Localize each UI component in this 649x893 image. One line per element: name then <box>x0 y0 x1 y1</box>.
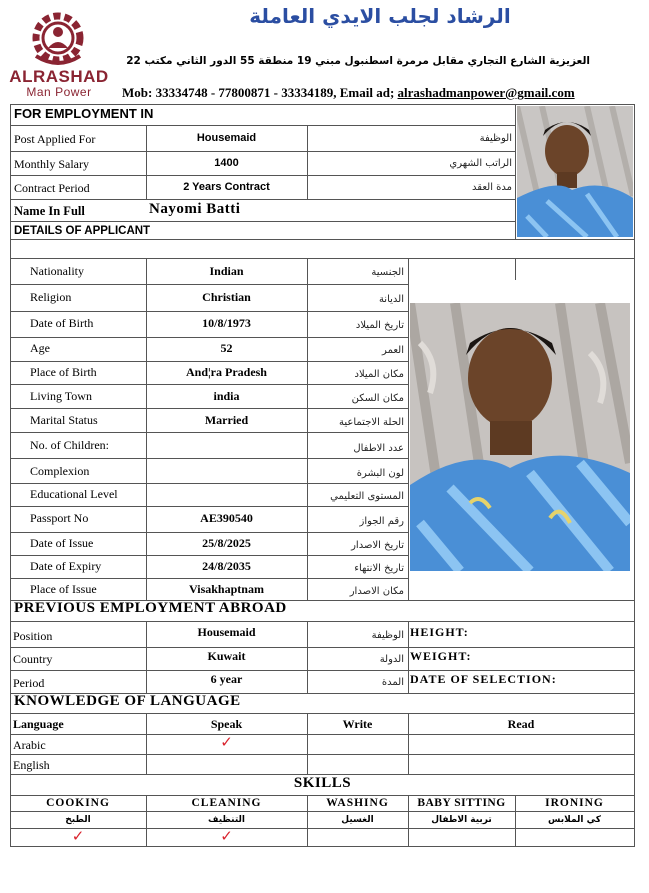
living-town-value: india <box>213 389 240 403</box>
nationality-label: Nationality <box>30 264 84 278</box>
post-applied-value: Housemaid <box>196 132 257 144</box>
skills-section-title: SKILLS <box>293 775 352 791</box>
monthly-salary-arabic: الراتب الشهري <box>449 158 512 169</box>
complexion-arabic: لون البشرة <box>356 468 404 479</box>
place-of-issue-label: Place of Issue <box>30 582 97 596</box>
dob-label: Date of Birth <box>30 316 94 330</box>
children-label: No. of Children: <box>30 438 109 452</box>
applicant-photo-large <box>410 303 630 571</box>
prev-position-label: Position <box>13 629 53 643</box>
date-of-expiry-label: Date of Expiry <box>30 559 102 573</box>
prev-period-label: Period <box>13 676 45 690</box>
logo-name: ALRASHAD <box>9 67 109 86</box>
place-of-issue-value: Visakhaptnam <box>189 582 264 596</box>
skill-cooking-check: ✓ <box>71 827 85 845</box>
place-of-birth-arabic: مكان الميلاد <box>354 369 404 380</box>
skill-ironing: IRONING <box>545 797 604 809</box>
nationality-value: Indian <box>209 264 244 278</box>
agency-title-arabic: الرشاد لجلب الايدي العاملة <box>249 4 511 28</box>
age-arabic: العمر <box>382 345 404 356</box>
skill-baby-sitting: BABY SITTING <box>417 797 506 809</box>
prev-period-arabic: المدة <box>381 677 404 688</box>
skill-cooking: COOKING <box>46 797 110 809</box>
language-header: Language <box>13 717 64 731</box>
skill-cleaning: CLEANING <box>191 797 262 809</box>
prev-position-value: Housemaid <box>197 625 256 639</box>
language-english-label: English <box>13 758 50 772</box>
post-applied-label: Post Applied For <box>14 132 96 146</box>
read-header: Read <box>507 717 535 731</box>
contract-period-label: Contract Period <box>14 181 90 195</box>
dob-arabic: تاريخ الميلاد <box>355 320 404 331</box>
living-town-label: Living Town <box>30 389 92 403</box>
age-label: Age <box>30 341 50 355</box>
weight-label: WEIGHT: <box>410 649 472 663</box>
children-arabic: عدد الاطفال <box>353 443 404 454</box>
date-of-issue-label: Date of Issue <box>30 536 94 550</box>
prev-country-arabic: الدولة <box>379 654 404 665</box>
applicant-photo-small <box>517 106 633 237</box>
speak-header: Speak <box>210 717 243 731</box>
skill-washing-arabic: الغسيل <box>341 815 374 825</box>
monthly-salary-label: Monthly Salary <box>14 157 89 171</box>
date-of-expiry-arabic: تاريخ الانتهاء <box>354 563 404 574</box>
skill-baby-sitting-arabic: تربية الاطفال <box>431 815 492 825</box>
prev-position-arabic: الوظيفة <box>371 630 404 641</box>
language-section-title: KNOWLEDGE OF LANGUAGE <box>14 693 241 709</box>
date-of-issue-arabic: تاريخ الاصدار <box>351 540 404 551</box>
place-of-birth-value: And¦ra Pradesh <box>186 365 267 379</box>
prev-country-label: Country <box>13 652 53 666</box>
religion-value: Christian <box>202 290 251 304</box>
marital-status-label: Marital Status <box>30 413 98 427</box>
marital-status-value: Married <box>204 413 249 427</box>
previous-employment-title: PREVIOUS EMPLOYMENT ABROAD <box>14 600 287 616</box>
passport-no-label: Passport No <box>30 511 89 525</box>
religion-label: Religion <box>30 290 72 304</box>
contact-email-link[interactable]: alrashadmanpower@gmail.com <box>397 85 575 100</box>
nationality-arabic: الجنسية <box>371 267 404 278</box>
employment-section-title: FOR EMPLOYMENT IN <box>14 106 154 121</box>
living-town-arabic: مكان السكن <box>351 393 404 404</box>
contract-period-value: 2 Years Contract <box>183 181 270 193</box>
contract-period-arabic: مدة العقد <box>472 182 512 193</box>
arabic-speak-check: ✓ <box>220 733 233 751</box>
contact-line <box>122 85 642 101</box>
place-of-issue-arabic: مكان الاصدار <box>349 586 404 597</box>
full-name-value: Nayomi Batti <box>149 201 241 217</box>
skill-cooking-arabic: الطبخ <box>65 815 91 825</box>
write-header: Write <box>342 717 373 731</box>
contact-phones: Mob: 33334748 - 77800871 - 33334189, Email ad; <box>122 85 398 100</box>
monthly-salary-value: 1400 <box>214 157 239 169</box>
education-label: Educational Level <box>30 487 118 501</box>
prev-period-value: 6 year <box>210 672 243 686</box>
age-value: 52 <box>220 341 233 355</box>
dob-value: 10/8/1973 <box>202 316 251 330</box>
height-label: HEIGHT: <box>410 625 469 639</box>
skill-cleaning-arabic: التنظيف <box>208 815 245 825</box>
agency-address-arabic: العزيزية الشارع التجاري مقابل مرمرة اسطنبول مبني 19 منطقة 55 الدور الثاني مكتب 22 <box>126 55 590 67</box>
skill-ironing-arabic: كي الملابس <box>548 815 601 825</box>
passport-no-arabic: رقم الجواز <box>359 516 404 527</box>
education-arabic: المستوى التعليمي <box>330 491 404 502</box>
religion-arabic: الديانة <box>378 294 404 305</box>
skill-washing: WASHING <box>326 797 389 809</box>
full-name-label: Name In Full <box>14 204 85 218</box>
place-of-birth-label: Place of Birth <box>30 365 97 379</box>
date-of-issue-value: 25/8/2025 <box>202 536 251 550</box>
date-of-selection-label: DATE OF SELECTION: <box>410 672 557 686</box>
passport-no-value: AE390540 <box>200 511 253 525</box>
application-form <box>10 104 635 847</box>
language-arabic-label: Arabic <box>13 738 46 752</box>
prev-country-value: Kuwait <box>207 649 246 663</box>
date-of-expiry-value: 24/8/2035 <box>202 559 251 573</box>
logo-subtitle: Man Power <box>26 85 92 99</box>
complexion-label: Complexion <box>30 464 90 478</box>
marital-status-arabic: الحلة الاجتماعية <box>339 417 404 428</box>
skill-cleaning-check: ✓ <box>220 827 233 845</box>
applicant-section-title: DETAILS OF APPLICANT <box>14 225 151 237</box>
post-applied-arabic: الوظيفة <box>479 133 512 144</box>
